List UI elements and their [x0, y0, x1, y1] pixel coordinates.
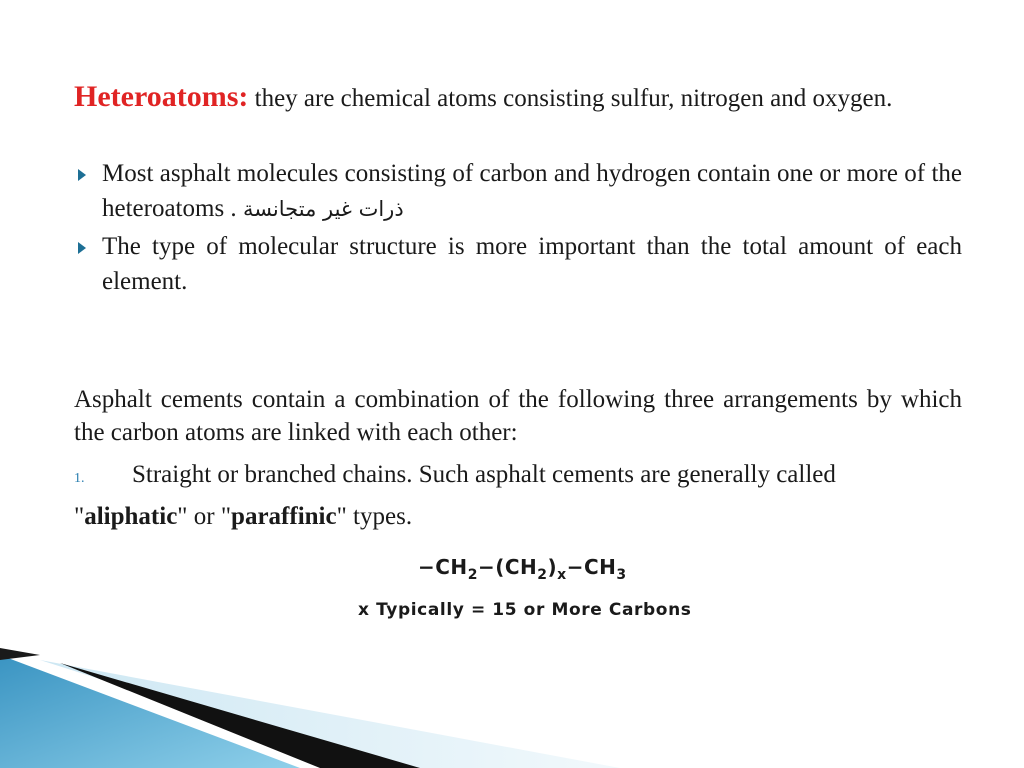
arabic-term: ذرات غير متجانسة — [242, 197, 404, 221]
formula-part: −CH — [566, 555, 617, 579]
list-number: 1. — [74, 471, 85, 486]
black-edge-shape — [0, 648, 40, 660]
quote-mark: " — [74, 503, 85, 530]
formula-part: −(CH — [477, 555, 538, 579]
formula-part: −CH — [418, 555, 468, 579]
list-text: Straight or branched chains. Such asphalt cements are generally called — [132, 461, 836, 488]
term-tail: " types. — [336, 503, 413, 530]
heteroatoms-keyword: Heteroatoms: — [74, 80, 249, 113]
bullet-text: The type of molecular structure is more important than the total amount of each element. — [102, 233, 962, 295]
term-aliphatic: aliphatic — [84, 503, 178, 530]
term-paraffinic: paraffinic — [231, 503, 337, 530]
formula-subscript: 2 — [537, 567, 548, 583]
arrangements-paragraph: Asphalt cements contain a combination of the following three arrangements by which the carbon atoms are linked with each other: — [74, 386, 962, 446]
term-separator: " or " — [177, 503, 232, 530]
formula-subscript: x — [557, 567, 567, 583]
heteroatoms-definition: they are chemical atoms consisting sulfur, nitrogen and oxygen. — [254, 85, 893, 112]
formula-subscript: 3 — [616, 567, 627, 583]
formula-part: ) — [547, 555, 558, 579]
formula-note: x Typically = 15 or More Carbons — [358, 600, 692, 620]
bullet-text: Most asphalt molecules consisting of carbon and hydrogen contain one or more of the heteroatoms . — [102, 160, 962, 222]
formula-subscript: 2 — [467, 567, 478, 583]
